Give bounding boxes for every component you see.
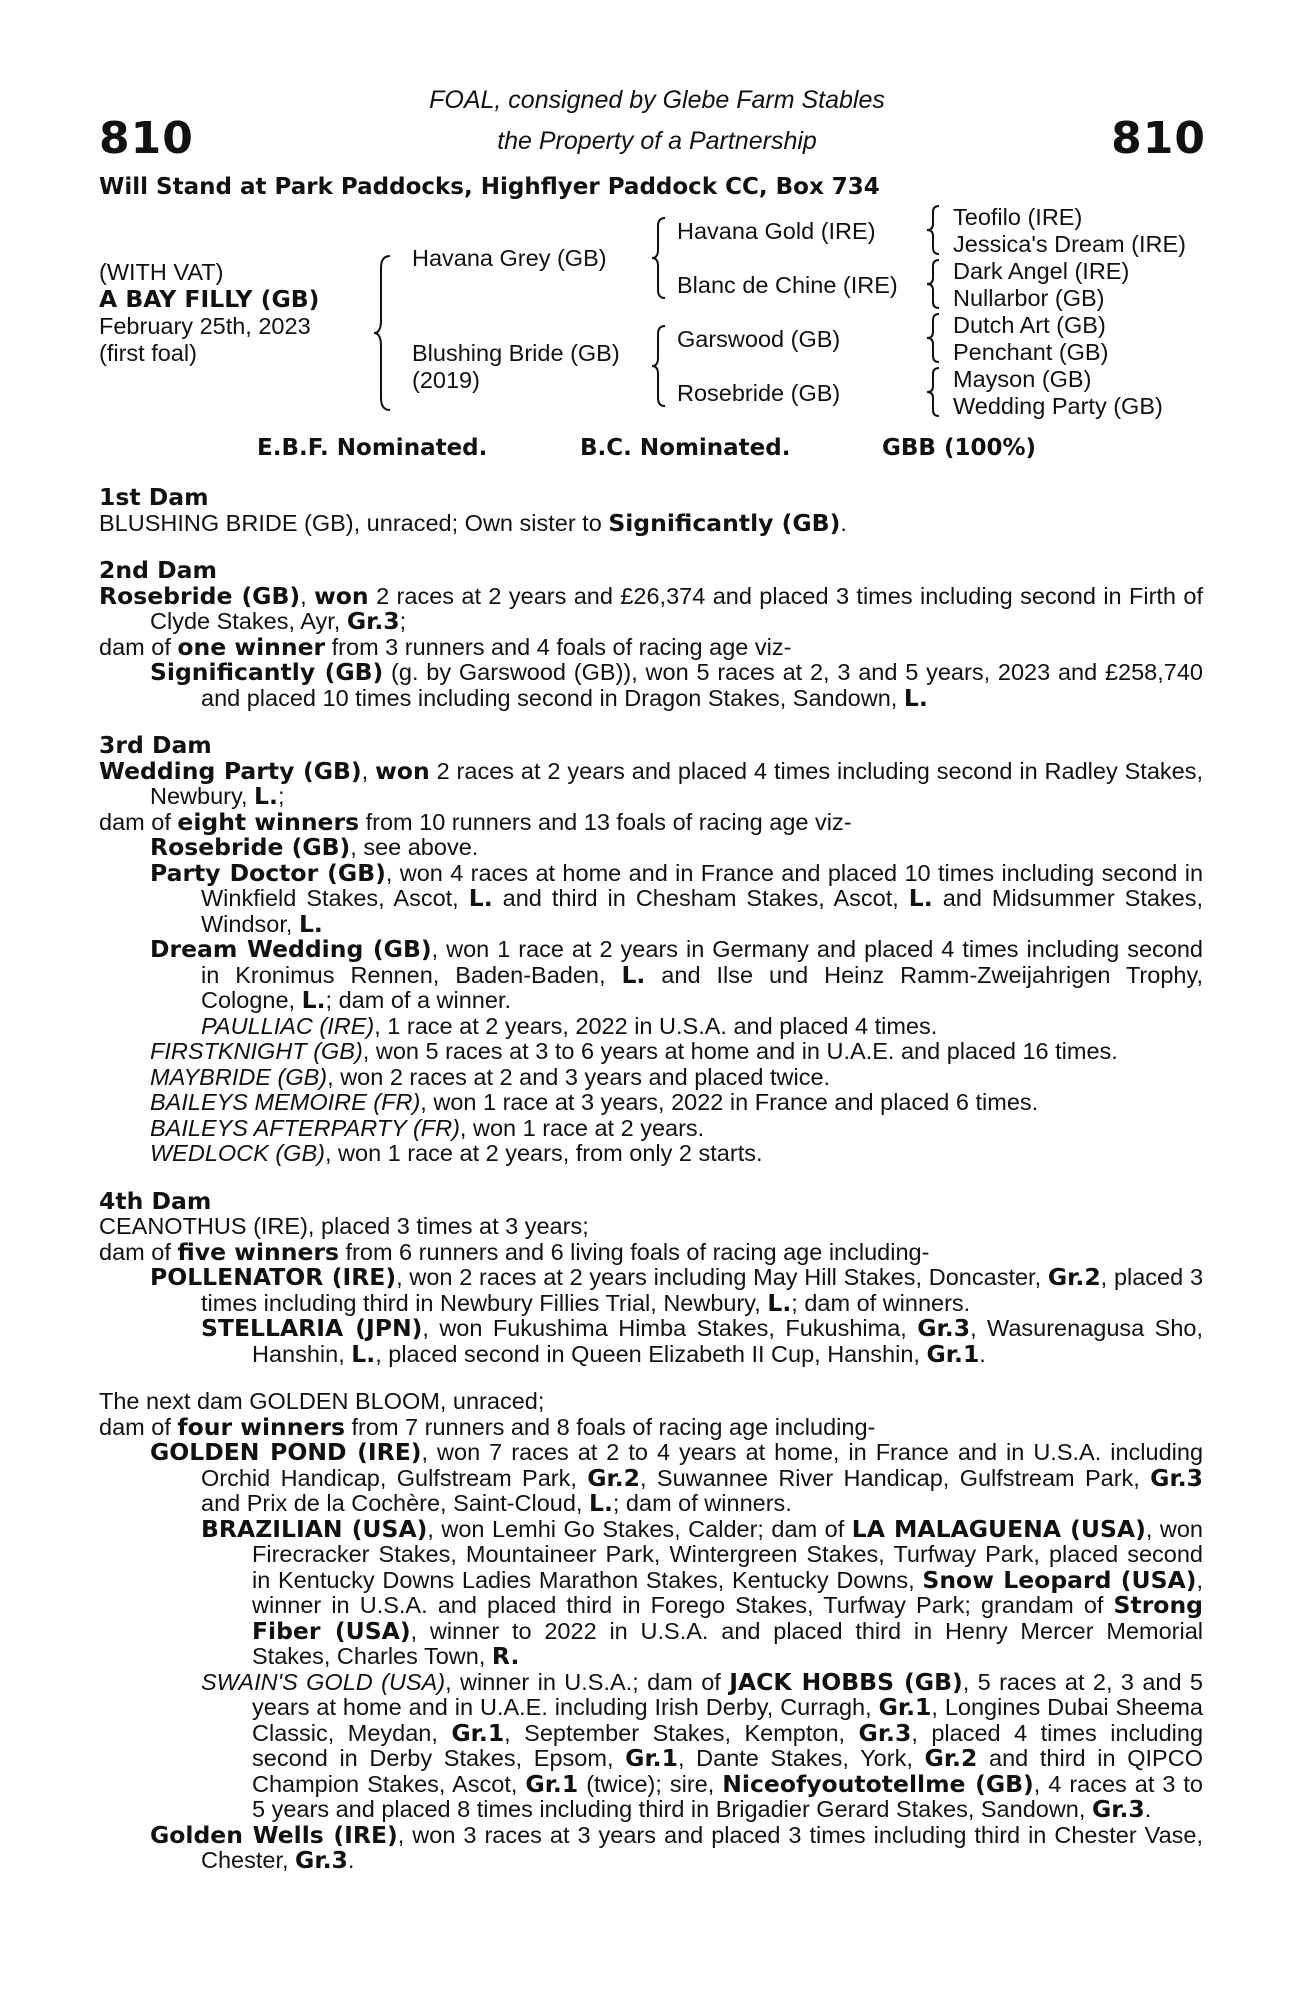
paragraph: The next dam GOLDEN BLOOM, unraced; — [99, 1388, 545, 1414]
paragraph: WEDLOCK (GB), won 1 race at 2 years, from only 2 starts. — [150, 1140, 763, 1166]
paragraph: POLLENATOR (IRE), won 2 races at 2 years including May Hill Stakes, Doncaster, Gr.2, placed 3 times including third in Newbury Fillies Trial, Newbury, L.; dam of winners. — [150, 1263, 1204, 1317]
section-heading-dam4: 4th Dam — [99, 1186, 212, 1215]
lot-number-left: 810 — [99, 113, 194, 164]
dd-dam: Wedding Party (GB) — [953, 393, 1163, 419]
dam: Blushing Bride (GB) — [412, 340, 620, 366]
ss-dam: Jessica's Dream (IRE) — [953, 231, 1186, 257]
sd-sire: Dark Angel (IRE) — [953, 258, 1130, 284]
sire: Havana Grey (GB) — [412, 245, 607, 271]
brace-gen3-4 — [925, 366, 941, 418]
paragraph: STELLARIA (JPN), won Fukushima Himba Stakes, Fukushima, Gr.3, Wasurenagusa Sho, Hanshin, L., placed second in Queen Elizabeth II Cup, Hanshin, Gr.1. — [201, 1314, 1204, 1368]
subject-note: (first foal) — [99, 340, 197, 366]
brace-gen3-1 — [925, 204, 941, 256]
subject-dob: February 25th, 2023 — [99, 313, 311, 339]
paragraph: Rosebride (GB), see above. — [150, 833, 479, 861]
paragraph: CEANOTHUS (IRE), placed 3 times at 3 years; — [99, 1213, 589, 1239]
section-heading-dam2: 2nd Dam — [99, 556, 217, 584]
subject-name: A BAY FILLY (GB) — [99, 285, 320, 313]
sire-sire: Havana Gold (IRE) — [677, 218, 876, 244]
paragraph: Dream Wedding (GB), won 1 race at 2 years in Germany and placed 4 times including second in Kronimus Rennen, Baden-Baden, L. and Ilse und Heinz Ramm-Zweijahrigen Trophy, Cologne, L.; dam of a winner. — [150, 935, 1203, 1014]
stand-location: Will Stand at Park Paddocks, Highflyer Paddock CC, Box 734 — [99, 174, 880, 200]
paragraph: FIRSTKNIGHT (GB), won 5 races at 3 to 6 years at home and in U.A.E. and placed 16 times. — [150, 1038, 1118, 1064]
paragraph: BAILEYS AFTERPARTY (FR), won 1 race at 2 years. — [150, 1114, 705, 1141]
ss-sire: Teofilo (IRE) — [953, 204, 1083, 230]
bc-nomination: B.C. Nominated. — [580, 435, 791, 461]
brace-dam-parents — [650, 324, 668, 408]
dam-dam: Rosebride (GB) — [677, 380, 841, 406]
section-heading-dam1: 1st Dam — [99, 483, 209, 511]
vat-note: (WITH VAT) — [99, 259, 224, 285]
sd-dam: Nullarbor (GB) — [953, 285, 1105, 311]
dam-sire: Garswood (GB) — [677, 326, 841, 352]
consignor-line: FOAL, consigned by Glebe Farm Stables — [429, 86, 885, 114]
paragraph: BRAZILIAN (USA), won Lemhi Go Stakes, Calder; dam of LA MALAGUENA (USA), won Firecracker Stakes, Mountaineer Park, Wintergreen Stakes, Turfway Park, placed second in Kentucky Downs Ladies Marathon Stakes, Kentucky Downs, Snow Leopard (USA), winner in U.S.A. and placed third in Forego Stakes, Turfway Park; grandam of Strong Fiber (USA), winner to 2022 in U.S.A. and placed third in Henry Mercer Memorial Stakes, Charles Town, R. — [201, 1514, 1203, 1670]
paragraph: Rosebride (GB), won 2 races at 2 years and £26,374 and placed 3 times including second in Firth of Clyde Stakes, Ayr, Gr.3; — [99, 581, 1204, 635]
paragraph: Party Doctor (GB), won 4 races at home and in France and placed 10 times including second in Winkfield Stakes, Ascot, L. and third in Chesham Stakes, Ascot, L. and Midsummer Stakes, Windsor, L. — [150, 858, 1204, 938]
lot-number-right: 810 — [1111, 113, 1206, 164]
paragraph: BAILEYS MEMOIRE (FR), won 1 race at 3 years, 2022 in France and placed 6 times. — [150, 1089, 1039, 1115]
ds-dam: Penchant (GB) — [953, 339, 1109, 365]
ebf-nomination: E.B.F. Nominated. — [257, 435, 488, 461]
paragraph: GOLDEN POND (IRE), won 7 races at 2 to 4 years at home, in France and in U.S.A. including Orchid Handicap, Gulfstream Park, Gr.2, Suwannee River Handicap, Gulfstream Park, Gr.3 and Prix de la Cochère, Saint-Cloud, L.; dam of winners. — [150, 1438, 1204, 1517]
paragraph: SWAIN'S GOLD (USA), winner in U.S.A.; dam of JACK HOBBS (GB), 5 races at 2, 3 and 5 years at home and in U.A.E. including Irish Derby, Curragh, Gr.1, Longines Dubai Sheema Classic, Meydan, Gr.1, September Stakes, Kempton, Gr.3, placed 4 times including second in Derby Stakes, Epsom, Gr.1, Dante Stakes, York, Gr.2 and third in QIPCO Champion Stakes, Ascot, Gr.1 (twice); sire, Niceofyoutotellme (GB), 4 races at 3 to 5 years and placed 8 times including third in Brigadier Gerard Stakes, Sandown, Gr.3. — [201, 1667, 1204, 1823]
brace-gen3-3 — [925, 312, 941, 364]
paragraph: dam of one winner from 3 runners and 4 foals of racing age viz- — [99, 632, 792, 661]
catalogue-body — [99, 485, 1203, 1874]
brace-sire-parents — [650, 216, 668, 300]
paragraph: Significantly (GB) (g. by Garswood (GB)), won 5 races at 2, 3 and 5 years, 2023 and £258,740 and placed 10 times including second in Dragon Stakes, Sandown, L. — [150, 658, 1203, 712]
section-heading-dam3: 3rd Dam — [99, 731, 212, 759]
paragraph: PAULLIAC (IRE), 1 race at 2 years, 2022 in U.S.A. and placed 4 times. — [201, 1012, 938, 1039]
paragraph: MAYBRIDE (GB), won 2 races at 2 and 3 years and placed twice. — [150, 1063, 831, 1090]
gbb-badge: GBB (100%) — [882, 435, 1037, 461]
paragraph: dam of four winners from 7 runners and 8 foals of racing age including- — [99, 1412, 876, 1441]
paragraph: dam of eight winners from 10 runners and 13 foals of racing age viz- — [99, 807, 852, 836]
brace-sire-dam — [372, 254, 394, 412]
brace-gen3-2 — [925, 258, 941, 310]
paragraph: dam of five winners from 6 runners and 6 living foals of racing age including- — [99, 1237, 930, 1266]
ds-sire: Dutch Art (GB) — [953, 312, 1106, 338]
paragraph: BLUSHING BRIDE (GB), unraced; Own sister to Significantly (GB). — [99, 508, 847, 537]
property-line: the Property of a Partnership — [497, 127, 817, 155]
sire-dam: Blanc de Chine (IRE) — [677, 272, 898, 298]
dd-sire: Mayson (GB) — [953, 366, 1092, 392]
dam-year: (2019) — [412, 367, 480, 393]
paragraph: Golden Wells (IRE), won 3 races at 3 years and placed 3 times including third in Chester Vase, Chester, Gr.3. — [150, 1820, 1203, 1874]
paragraph: Wedding Party (GB), won 2 races at 2 years and placed 4 times including second in Radley Stakes, Newbury, L.; — [99, 756, 1203, 810]
